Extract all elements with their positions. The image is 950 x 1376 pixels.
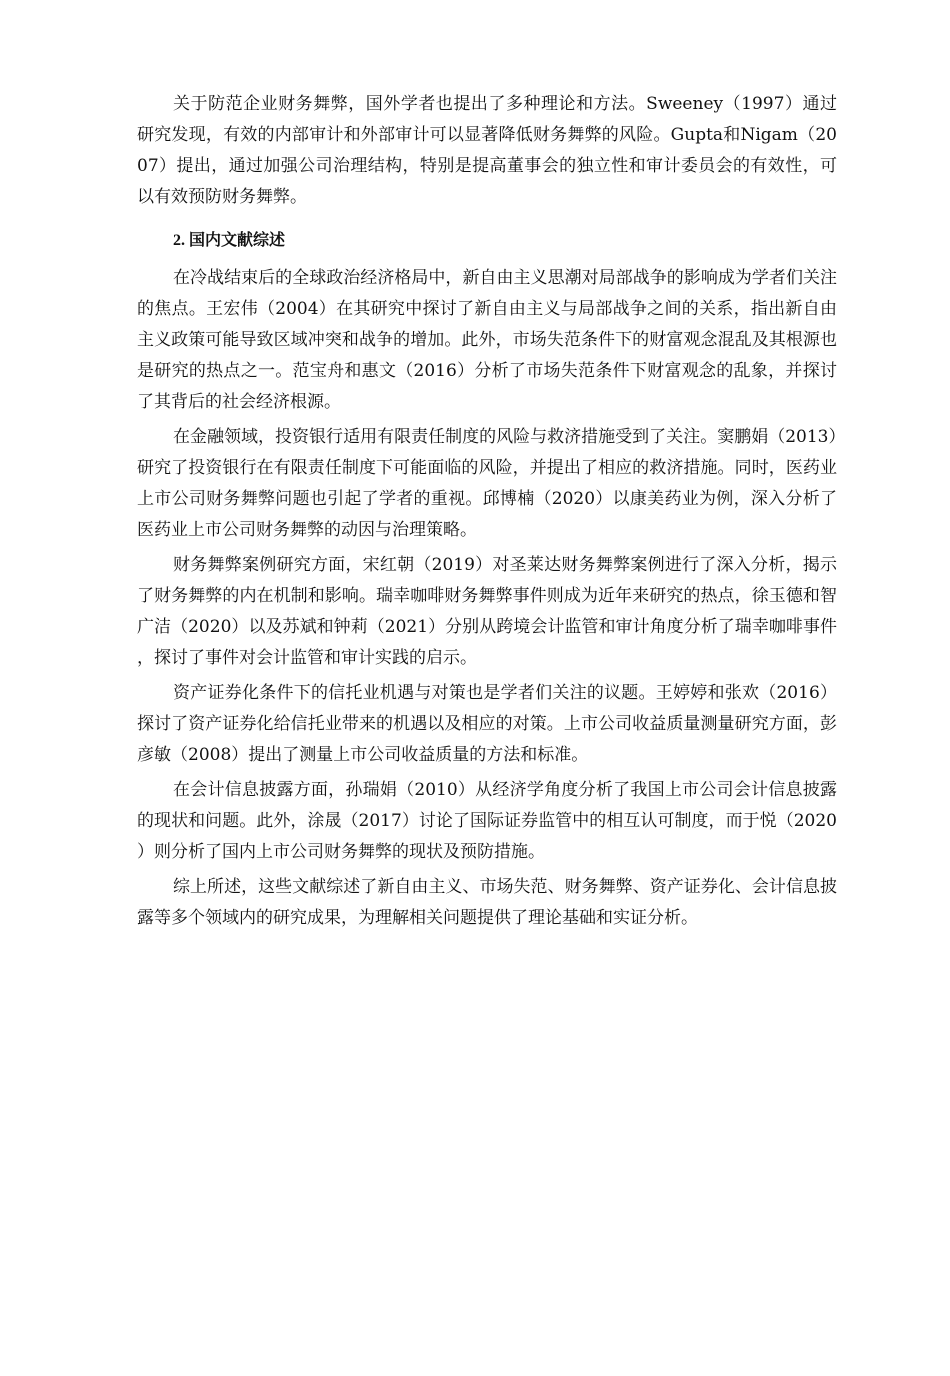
paragraph-5: 在会计信息披露方面，孙瑞娟（2010）从经济学角度分析了我国上市公司会计信息披露的现状和问题。此外，涂晟（2017）讨论了国际证券监管中的相互认可制度，而于悦（2020）则分析了国内上市公司财务舞弊的现状及预防措施。 xyxy=(137,780,837,862)
paragraph-4: 资产证券化条件下的信托业机遇与对策也是学者们关注的议题。王婷婷和张欢（2016）探讨了资产证券化给信托业带来的机遇以及相应的对策。上市公司收益质量测量研究方面，彭彦敏（2008）提出了测量上市公司收益质量的方法和标准。 xyxy=(137,683,837,765)
section-number: 2. xyxy=(173,232,185,249)
intro-paragraph: 关于防范企业财务舞弊，国外学者也提出了多种理论和方法。Sweeney（1997）通过研究发现，有效的内部审计和外部审计可以显著降低财务舞弊的风险。Gupta和Nigam（2007）提出，通过加强公司治理结构，特别是提高董事会的独立性和审计委员会的有效性，可以有效预防财务舞弊。 xyxy=(137,94,837,207)
document-body xyxy=(137,89,837,938)
section-title: 国内文献综述 xyxy=(189,230,286,249)
paragraph-3: 财务舞弊案例研究方面，宋红朝（2019）对圣莱达财务舞弊案例进行了深入分析，揭示了财务舞弊的内在机制和影响。瑞幸咖啡财务舞弊事件则成为近年来研究的热点，徐玉德和智广洁（2020）以及苏斌和钟莉（2021）分别从跨境会计监管和审计角度分析了瑞幸咖啡事件，探讨了事件对会计监管和审计实践的启示。 xyxy=(137,555,837,668)
paragraph-2: 在金融领域，投资银行适用有限责任制度的风险与救济措施受到了关注。窦鹏娟（2013）研究了投资银行在有限责任制度下可能面临的风险，并提出了相应的救济措施。同时，医药业上市公司财务舞弊问题也引起了学者的重视。邱博楠（2020）以康美药业为例，深入分析了医药业上市公司财务舞弊的动因与治理策略。 xyxy=(137,427,837,540)
paragraph-1: 在冷战结束后的全球政治经济格局中，新自由主义思潮对局部战争的影响成为学者们关注的焦点。王宏伟（2004）在其研究中探讨了新自由主义与局部战争之间的关系，指出新自由主义政策可能导致区域冲突和战争的增加。此外，市场失范条件下的财富观念混乱及其根源也是研究的热点之一。范宝舟和惠文（2016）分析了市场失范条件下财富观念的乱象，并探讨了其背后的社会经济根源。 xyxy=(137,268,837,412)
section-heading xyxy=(137,224,837,256)
paragraph-6: 综上所述，这些文献综述了新自由主义、市场失范、财务舞弊、资产证券化、会计信息披露等多个领域内的研究成果，为理解相关问题提供了理论基础和实证分析。 xyxy=(137,877,837,928)
